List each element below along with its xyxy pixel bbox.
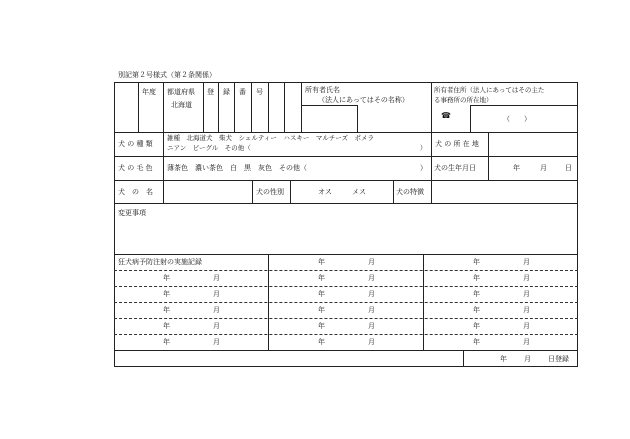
sex-option-female: メス bbox=[352, 188, 366, 196]
breed-other-close: ） bbox=[420, 144, 427, 152]
registration-number-char: 録 bbox=[223, 88, 230, 96]
sex-label: 犬の性別 bbox=[256, 188, 284, 196]
rabies-year-unit: 年 bbox=[318, 338, 325, 346]
rabies-month-unit: 月 bbox=[523, 290, 530, 298]
rule-v-footer bbox=[463, 350, 464, 367]
rabies-month-unit: 月 bbox=[523, 306, 530, 314]
table-border-right bbox=[577, 82, 578, 367]
rule-rabies-2 bbox=[114, 286, 578, 287]
rabies-month-unit: 月 bbox=[523, 258, 530, 266]
telephone-icon: ☎ bbox=[441, 111, 451, 120]
rabies-year-unit: 年 bbox=[473, 322, 480, 330]
coat-color-options: 薄茶色 濃い茶色 白 黒 灰色 その他（ bbox=[167, 164, 307, 172]
changes-label: 変更事項 bbox=[118, 209, 146, 217]
rule-v-owner-left bbox=[301, 82, 302, 133]
rabies-year-unit: 年 bbox=[473, 338, 480, 346]
breed-options: 雑種 北海道犬 柴犬 シェルティー ハスキー マルチーズ ポメラ bbox=[167, 134, 375, 142]
registration-year-unit: 年 bbox=[500, 355, 507, 363]
rule-rabies-4 bbox=[114, 318, 578, 319]
rabies-year-unit: 年 bbox=[473, 290, 480, 298]
rule-v-owner-sub bbox=[357, 105, 358, 133]
rabies-year-unit: 年 bbox=[318, 258, 325, 266]
rabies-year-unit: 年 bbox=[163, 322, 170, 330]
rule-v-feat-value bbox=[431, 180, 432, 204]
rabies-month-unit: 月 bbox=[213, 306, 220, 314]
rabies-year-unit: 年 bbox=[163, 338, 170, 346]
rule-changes-bottom bbox=[114, 254, 578, 255]
registration-date-suffix: 日登録 bbox=[548, 355, 569, 363]
breed-label: 犬 の 種 類 bbox=[118, 140, 153, 148]
rule-v-reg5 bbox=[268, 82, 269, 133]
rule-v-reg1 bbox=[203, 82, 204, 133]
rule-rabies-bottom bbox=[114, 350, 578, 351]
rabies-month-unit: 月 bbox=[523, 338, 530, 346]
rabies-month-unit: 月 bbox=[213, 322, 220, 330]
table-border-bottom bbox=[114, 366, 578, 367]
birth-month-unit: 月 bbox=[540, 164, 547, 172]
year-column-label: 年度 bbox=[142, 88, 156, 96]
rabies-year-unit: 年 bbox=[163, 290, 170, 298]
rule-rabies-5 bbox=[114, 334, 578, 335]
birth-day-unit: 日 bbox=[565, 164, 572, 172]
rule-v-addr-sub bbox=[470, 105, 471, 133]
rabies-year-unit: 年 bbox=[318, 274, 325, 282]
rule-rabies-1 bbox=[114, 270, 578, 271]
rule-v-right-label bbox=[431, 132, 432, 180]
dog-name-label: 犬 の 名 bbox=[118, 188, 153, 196]
rule-rabies-3 bbox=[114, 302, 578, 303]
rabies-year-unit: 年 bbox=[473, 258, 480, 266]
phone-area-code: （ ） bbox=[503, 115, 531, 123]
owner-address-label: 所有者住所（法人にあってはその主た bbox=[434, 86, 545, 94]
birth-year-unit: 年 bbox=[513, 164, 520, 172]
rabies-month-unit: 月 bbox=[213, 338, 220, 346]
rule-v-pref-left bbox=[163, 82, 164, 133]
prefecture-label: 都道府県 bbox=[167, 88, 195, 96]
rabies-year-unit: 年 bbox=[318, 306, 325, 314]
rabies-month-unit: 月 bbox=[368, 338, 375, 346]
rule-breed-bottom bbox=[114, 156, 578, 157]
rabies-year-unit: 年 bbox=[318, 322, 325, 330]
rabies-year-unit: 年 bbox=[473, 274, 480, 282]
rabies-month-unit: 月 bbox=[523, 322, 530, 330]
rule-v-reg6 bbox=[284, 82, 285, 133]
coat-other-close: ） bbox=[420, 164, 427, 172]
form-title: 別記第２号様式（第２条関係） bbox=[118, 71, 216, 79]
rule-v-reg3 bbox=[234, 82, 235, 133]
rule-v-year-left bbox=[138, 82, 139, 133]
rule-name-bottom bbox=[114, 203, 578, 204]
rabies-year-unit: 年 bbox=[473, 306, 480, 314]
rabies-month-unit: 月 bbox=[368, 274, 375, 282]
rule-v-feat-label bbox=[393, 180, 394, 204]
rule-v-sex-label bbox=[252, 180, 253, 204]
rule-v-rabies-2 bbox=[423, 254, 424, 351]
rule-v-sex-value bbox=[290, 180, 291, 204]
owner-name-sublabel: （法人にあってはその名称） bbox=[318, 96, 409, 104]
rule-owner-sub bbox=[301, 105, 358, 106]
rabies-year-unit: 年 bbox=[318, 290, 325, 298]
rule-v-addr-left bbox=[431, 82, 432, 133]
rule-v-rabies-1 bbox=[268, 254, 269, 351]
breed-options-cont: ニアン ビーグル その他（ bbox=[167, 144, 251, 152]
rule-header-bottom bbox=[114, 132, 578, 133]
rabies-record-label: 狂犬病予防注射の実施記録 bbox=[118, 258, 202, 266]
registration-month-unit: 月 bbox=[524, 355, 531, 363]
owner-address-label-cont: る事務所の所在地） bbox=[434, 96, 493, 104]
table-border-left bbox=[114, 82, 115, 367]
location-label: 犬 の 所 在 地 bbox=[435, 140, 479, 148]
rule-v-reg2 bbox=[218, 82, 219, 133]
rule-v-right-value bbox=[488, 132, 489, 180]
rabies-month-unit: 月 bbox=[368, 258, 375, 266]
rabies-year-unit: 年 bbox=[163, 274, 170, 282]
rabies-month-unit: 月 bbox=[523, 274, 530, 282]
rabies-year-unit: 年 bbox=[163, 306, 170, 314]
features-label: 犬の特徴 bbox=[396, 188, 424, 196]
rabies-month-unit: 月 bbox=[368, 322, 375, 330]
sex-option-male: オス bbox=[318, 188, 332, 196]
rule-v-reg4 bbox=[251, 82, 252, 133]
registration-number-char: 登 bbox=[207, 88, 214, 96]
birthdate-label: 犬の生年月日 bbox=[434, 164, 476, 172]
registration-number-char: 号 bbox=[256, 88, 263, 96]
rule-v-label-col bbox=[163, 132, 164, 204]
coat-color-label: 犬 の 毛 色 bbox=[118, 164, 153, 172]
rule-addr-sub bbox=[470, 105, 578, 106]
rule-coat-bottom bbox=[114, 180, 578, 181]
registration-number-char: 番 bbox=[239, 88, 246, 96]
table-border-top bbox=[114, 82, 578, 83]
rabies-month-unit: 月 bbox=[213, 290, 220, 298]
owner-name-label: 所有者氏名 bbox=[305, 86, 340, 94]
rabies-month-unit: 月 bbox=[213, 274, 220, 282]
rabies-month-unit: 月 bbox=[368, 290, 375, 298]
rabies-month-unit: 月 bbox=[368, 306, 375, 314]
prefecture-value: 北海道 bbox=[171, 101, 192, 109]
